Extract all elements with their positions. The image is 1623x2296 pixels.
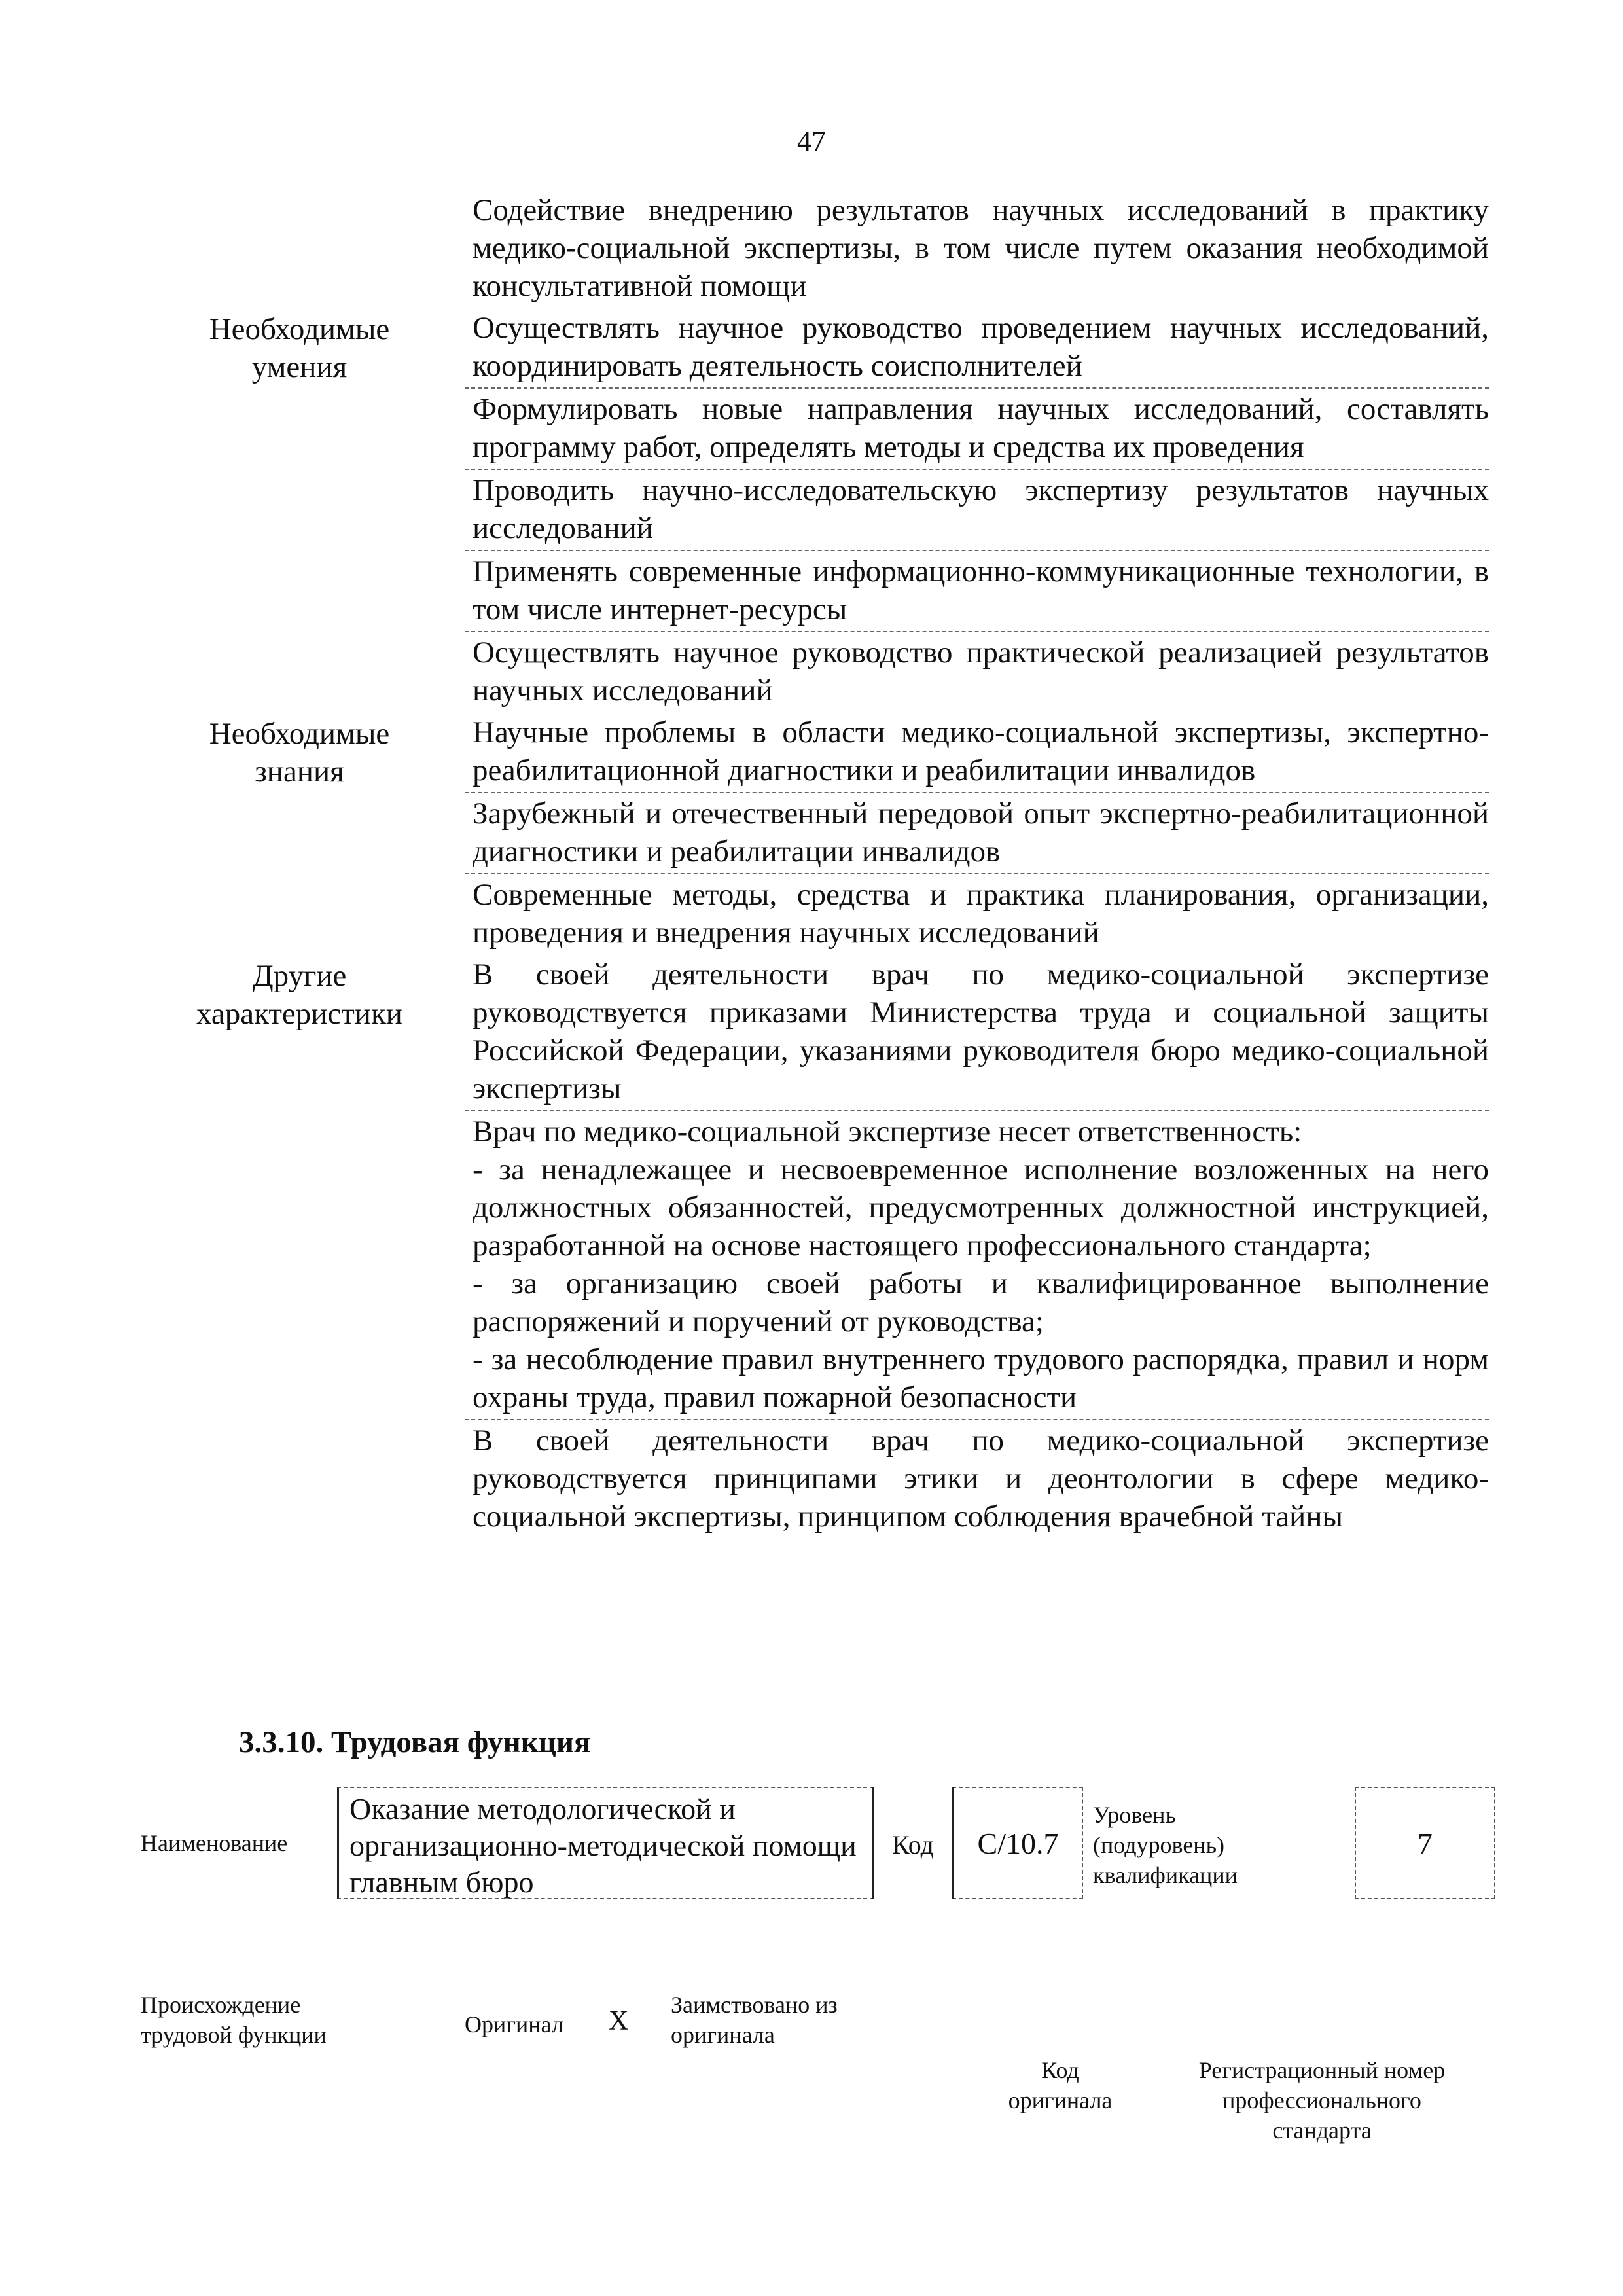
requirement-text: Применять современные информационно-коммуникационные технологии, в том числе интернет-ресурсы	[465, 550, 1489, 632]
requirement-row	[134, 308, 1489, 388]
origin-original-mark: X	[609, 2006, 629, 2036]
function-code-label: Код	[892, 1830, 934, 1859]
requirement-text: Осуществлять научное руководство проведением научных исследований, координировать деятельность соисполнителей	[465, 308, 1489, 388]
requirement-row	[134, 712, 1489, 793]
function-level-label: Уровень (подуровень) квалификации	[1093, 1802, 1238, 1888]
origin-original-label: Оригинал	[465, 2011, 563, 2037]
requirement-heading	[134, 712, 465, 954]
requirement-text: Формулировать новые направления научных исследований, составлять программу работ, определять методы и средства их проведения	[465, 388, 1489, 469]
origin-borrowed-label: Заимствовано из оригинала	[671, 1992, 838, 2048]
requirement-text: В своей деятельности врач по медико-социальной экспертизе руководствуется приказами Министерства труда и социальной защиты Российской Федерации, указаниями руководителя бюро медико-социальной экспертизы	[465, 954, 1489, 1111]
requirement-text-line: Врач по медико-социальной экспертизе несет ответственность:	[473, 1115, 1302, 1149]
requirement-text-line: - за ненадлежащее и несвоевременное исполнение возложенных на него должностных обязанностей, предусмотренных должностной инструкцией, разработанной на основе настоящего профессионального стандарта;	[473, 1153, 1489, 1263]
requirement-heading	[134, 190, 465, 308]
requirement-text	[465, 1111, 1489, 1420]
function-name-box: Оказание методологической и организационно-методической помощи главным бюро	[337, 1787, 874, 1899]
requirement-heading-line: Необходимые	[209, 312, 390, 346]
requirement-heading	[134, 954, 465, 1538]
requirement-heading-line: знания	[255, 755, 344, 789]
requirement-text: Проводить научно-исследовательскую экспертизу результатов научных исследований	[465, 469, 1489, 550]
function-name-label: Наименование	[141, 1830, 288, 1856]
requirement-text-line: - за несоблюдение правил внутреннего трудового распорядка, правил и норм охраны труда, правил пожарной безопасности	[473, 1342, 1489, 1414]
requirement-text: Содействие внедрению результатов научных исследований в практику медико-социальной экспертизы, в том числе путем оказания необходимой консультативной помощи	[473, 193, 1489, 303]
origin-label: Происхождение трудовой функции	[141, 1992, 327, 2048]
page-number: 47	[797, 125, 826, 157]
requirement-row	[134, 190, 1489, 308]
requirement-text: Научные проблемы в области медико-социальной экспертизы, экспертно-реабилитационной диагностики и реабилитации инвалидов	[465, 712, 1489, 793]
requirement-heading	[134, 308, 465, 712]
requirement-heading-line: Необходимые	[209, 717, 390, 751]
requirement-heading-line: умения	[251, 350, 348, 384]
function-level-box: 7	[1355, 1787, 1495, 1899]
requirement-text: Зарубежный и отечественный передовой опыт экспертно-реабилитационной диагностики и реабилитации инвалидов	[465, 793, 1489, 874]
origin-reg-label: Регистрационный номер профессионального стандарта	[1198, 2057, 1446, 2144]
origin-code-label: Код оригинала	[1008, 2057, 1113, 2113]
requirement-heading-line: характеристики	[196, 997, 402, 1031]
requirement-heading-line: Другие	[252, 959, 347, 993]
function-code-box: C/10.7	[952, 1787, 1083, 1899]
requirement-text-line: - за организацию своей работы и квалифицированное выполнение распоряжений и поручений от руководства;	[473, 1266, 1489, 1338]
section-title: 3.3.10. Трудовая функция	[239, 1725, 591, 1759]
requirement-row	[134, 954, 1489, 1111]
requirement-text: Осуществлять научное руководство практической реализацией результатов научных исследований	[473, 636, 1489, 708]
requirement-text: В своей деятельности врач по медико-социальной экспертизе руководствуется принципами этики и деонтологии в сфере медико-социальной экспертизы, принципом соблюдения врачебной тайны	[473, 1424, 1489, 1534]
requirements-table	[134, 190, 1489, 1538]
requirement-text: Современные методы, средства и практика планирования, организации, проведения и внедрения научных исследований	[473, 878, 1489, 950]
